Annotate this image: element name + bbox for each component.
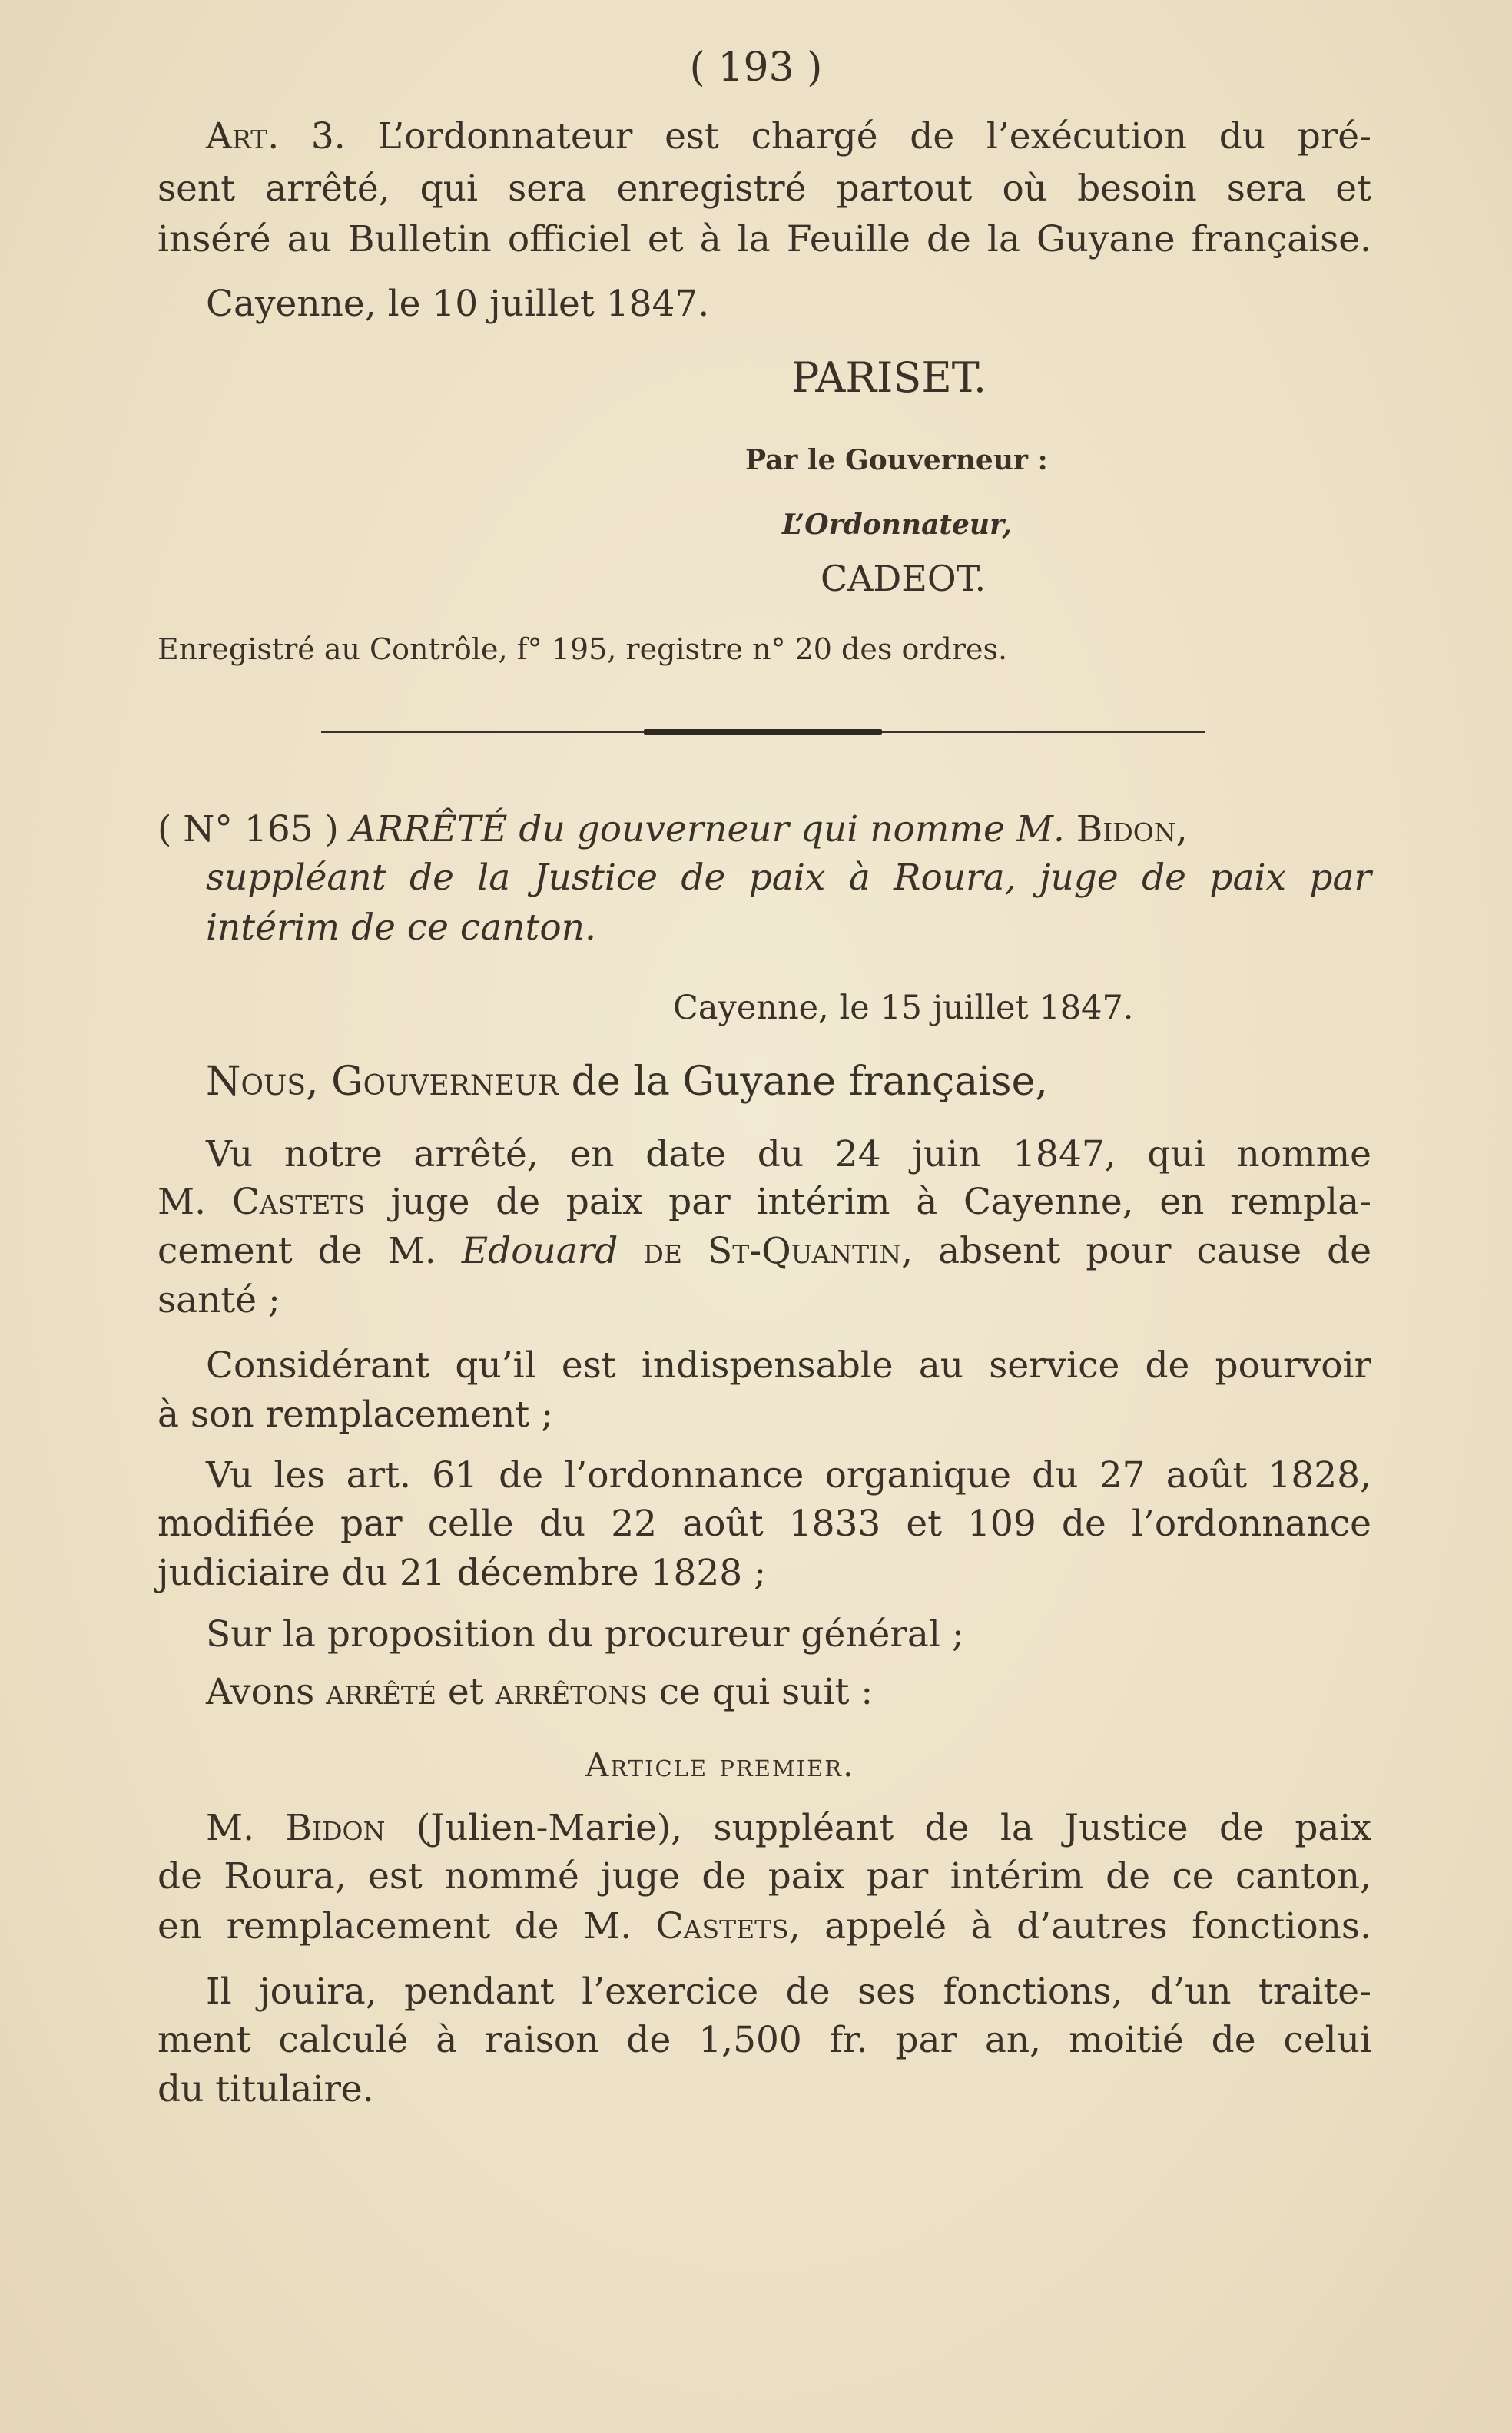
- art3-line1: [206, 115, 1371, 157]
- page-number: ( 193 ): [689, 45, 823, 91]
- decree-heading-text: ARRÊTÉ du gouverneur qui nomme M.: [350, 808, 1065, 850]
- art1-bidon: Bidon: [285, 1807, 386, 1849]
- vu1-castets: Castets: [231, 1181, 365, 1223]
- decree-number: ( N° 165 ): [158, 808, 339, 850]
- date-line-1: Cayenne, le 10 juillet 1847.: [206, 283, 710, 325]
- vu1-line3: [158, 1230, 1371, 1272]
- art3-line2: sent arrêté, qui sera enregistré partout où besoin sera et: [158, 167, 1371, 210]
- ordonnateur-name: CADEOT.: [821, 558, 986, 599]
- vu1-quantin: Quantin: [761, 1230, 902, 1272]
- decree-heading-line2: suppléant de la Justice de paix à Roura, juge de paix par: [206, 857, 1371, 899]
- vu1-st: St-: [708, 1230, 762, 1272]
- art1-line2: de Roura, est nommé juge de paix par intérim de ce canton,: [158, 1855, 1371, 1898]
- signature-pariset: PARISET.: [791, 353, 987, 402]
- art1-castets: Castets: [655, 1905, 789, 1947]
- il-jouira-line2: ment calculé à raison de 1,500 fr. par an, moitié de celui: [158, 2019, 1371, 2061]
- vu1-de: de: [643, 1230, 682, 1272]
- vu1-line4: santé ;: [158, 1279, 280, 1321]
- nous-line: [206, 1059, 1371, 1105]
- considerant-line1: Considérant qu’il est indispensable au service de pourvoir: [206, 1344, 1371, 1387]
- avons-et: et: [447, 1671, 484, 1713]
- vu2-line1: Vu les art. 61 de l’ordonnance organique du 27 août 1828,: [206, 1454, 1371, 1497]
- enregistre-line: Enregistré au Contrôle, f° 195, registre n° 20 des ordres.: [158, 632, 1008, 666]
- ordonnateur-title: L’Ordonnateur,: [782, 509, 1012, 541]
- vu1-edouard: Edouard: [461, 1230, 618, 1272]
- article-premier-heading: Article premier.: [585, 1746, 855, 1784]
- vu1-line2: [158, 1181, 1371, 1223]
- art1-line3-rest: , appelé à d’autres fonctions.: [788, 1905, 1371, 1947]
- art1-m: M.: [206, 1807, 255, 1849]
- il-jouira-line1: Il jouira, pendant l’exercice de ses fonctions, d’un traite-: [206, 1971, 1371, 2013]
- avons-arrete: arrêté: [326, 1671, 436, 1713]
- nous-gouverneur: Nous, Gouverneur: [206, 1059, 559, 1105]
- avons: Avons: [206, 1671, 315, 1713]
- art1-en-remplacement: en remplacement de M.: [158, 1905, 632, 1947]
- vu1-st-quantin: [708, 1230, 901, 1272]
- art3-line3: inséré au Bulletin officiel et à la Feuille de la Guyane française.: [158, 218, 1371, 260]
- avons-arretons: arrêtons: [495, 1671, 648, 1713]
- par-le-gouverneur: Par le Gouverneur :: [745, 444, 1048, 476]
- art1-line3: [158, 1905, 1371, 1947]
- decree-heading-comma: ,: [1175, 808, 1188, 850]
- avons-line: [206, 1671, 1371, 1713]
- vu1-m: M.: [158, 1181, 207, 1223]
- decree-heading-line3: intérim de ce canton.: [206, 907, 596, 949]
- art1-line1-rest: (Julien-Marie), suppléant de la Justice de paix: [416, 1807, 1371, 1849]
- vu1-line3-rest: , absent pour cause de: [901, 1230, 1372, 1272]
- vu1-line2-rest: juge de paix par intérim à Cayenne, en rempla-: [390, 1181, 1371, 1223]
- vu2-line2: modifiée par celle du 22 août 1833 et 109 de l’ordonnance: [158, 1503, 1371, 1545]
- avons-rest: ce qui suit :: [658, 1671, 874, 1713]
- art1-line1: [206, 1807, 1371, 1849]
- art3-line1-text: L’ordonnateur est chargé de l’exécution du pré-: [377, 115, 1371, 157]
- vu1-line1: Vu notre arrêté, en date du 24 juin 1847, qui nomme: [206, 1133, 1371, 1175]
- considerant-line2: à son remplacement ;: [158, 1394, 554, 1436]
- vu1-cement: cement de M.: [158, 1230, 436, 1272]
- vu2-line3: judiciaire du 21 décembre 1828 ;: [158, 1552, 766, 1594]
- date-line-2: Cayenne, le 15 juillet 1847.: [673, 989, 1134, 1027]
- decree-heading-line1: [158, 808, 1371, 850]
- section-divider: [321, 728, 1205, 737]
- il-jouira-line3: du titulaire.: [158, 2068, 374, 2110]
- art3-label: Art. 3.: [206, 115, 346, 157]
- sur-la-proposition: Sur la proposition du procureur général ;: [206, 1613, 964, 1656]
- decree-heading-name: Bidon: [1076, 808, 1176, 850]
- nous-rest: de la Guyane française,: [571, 1059, 1048, 1105]
